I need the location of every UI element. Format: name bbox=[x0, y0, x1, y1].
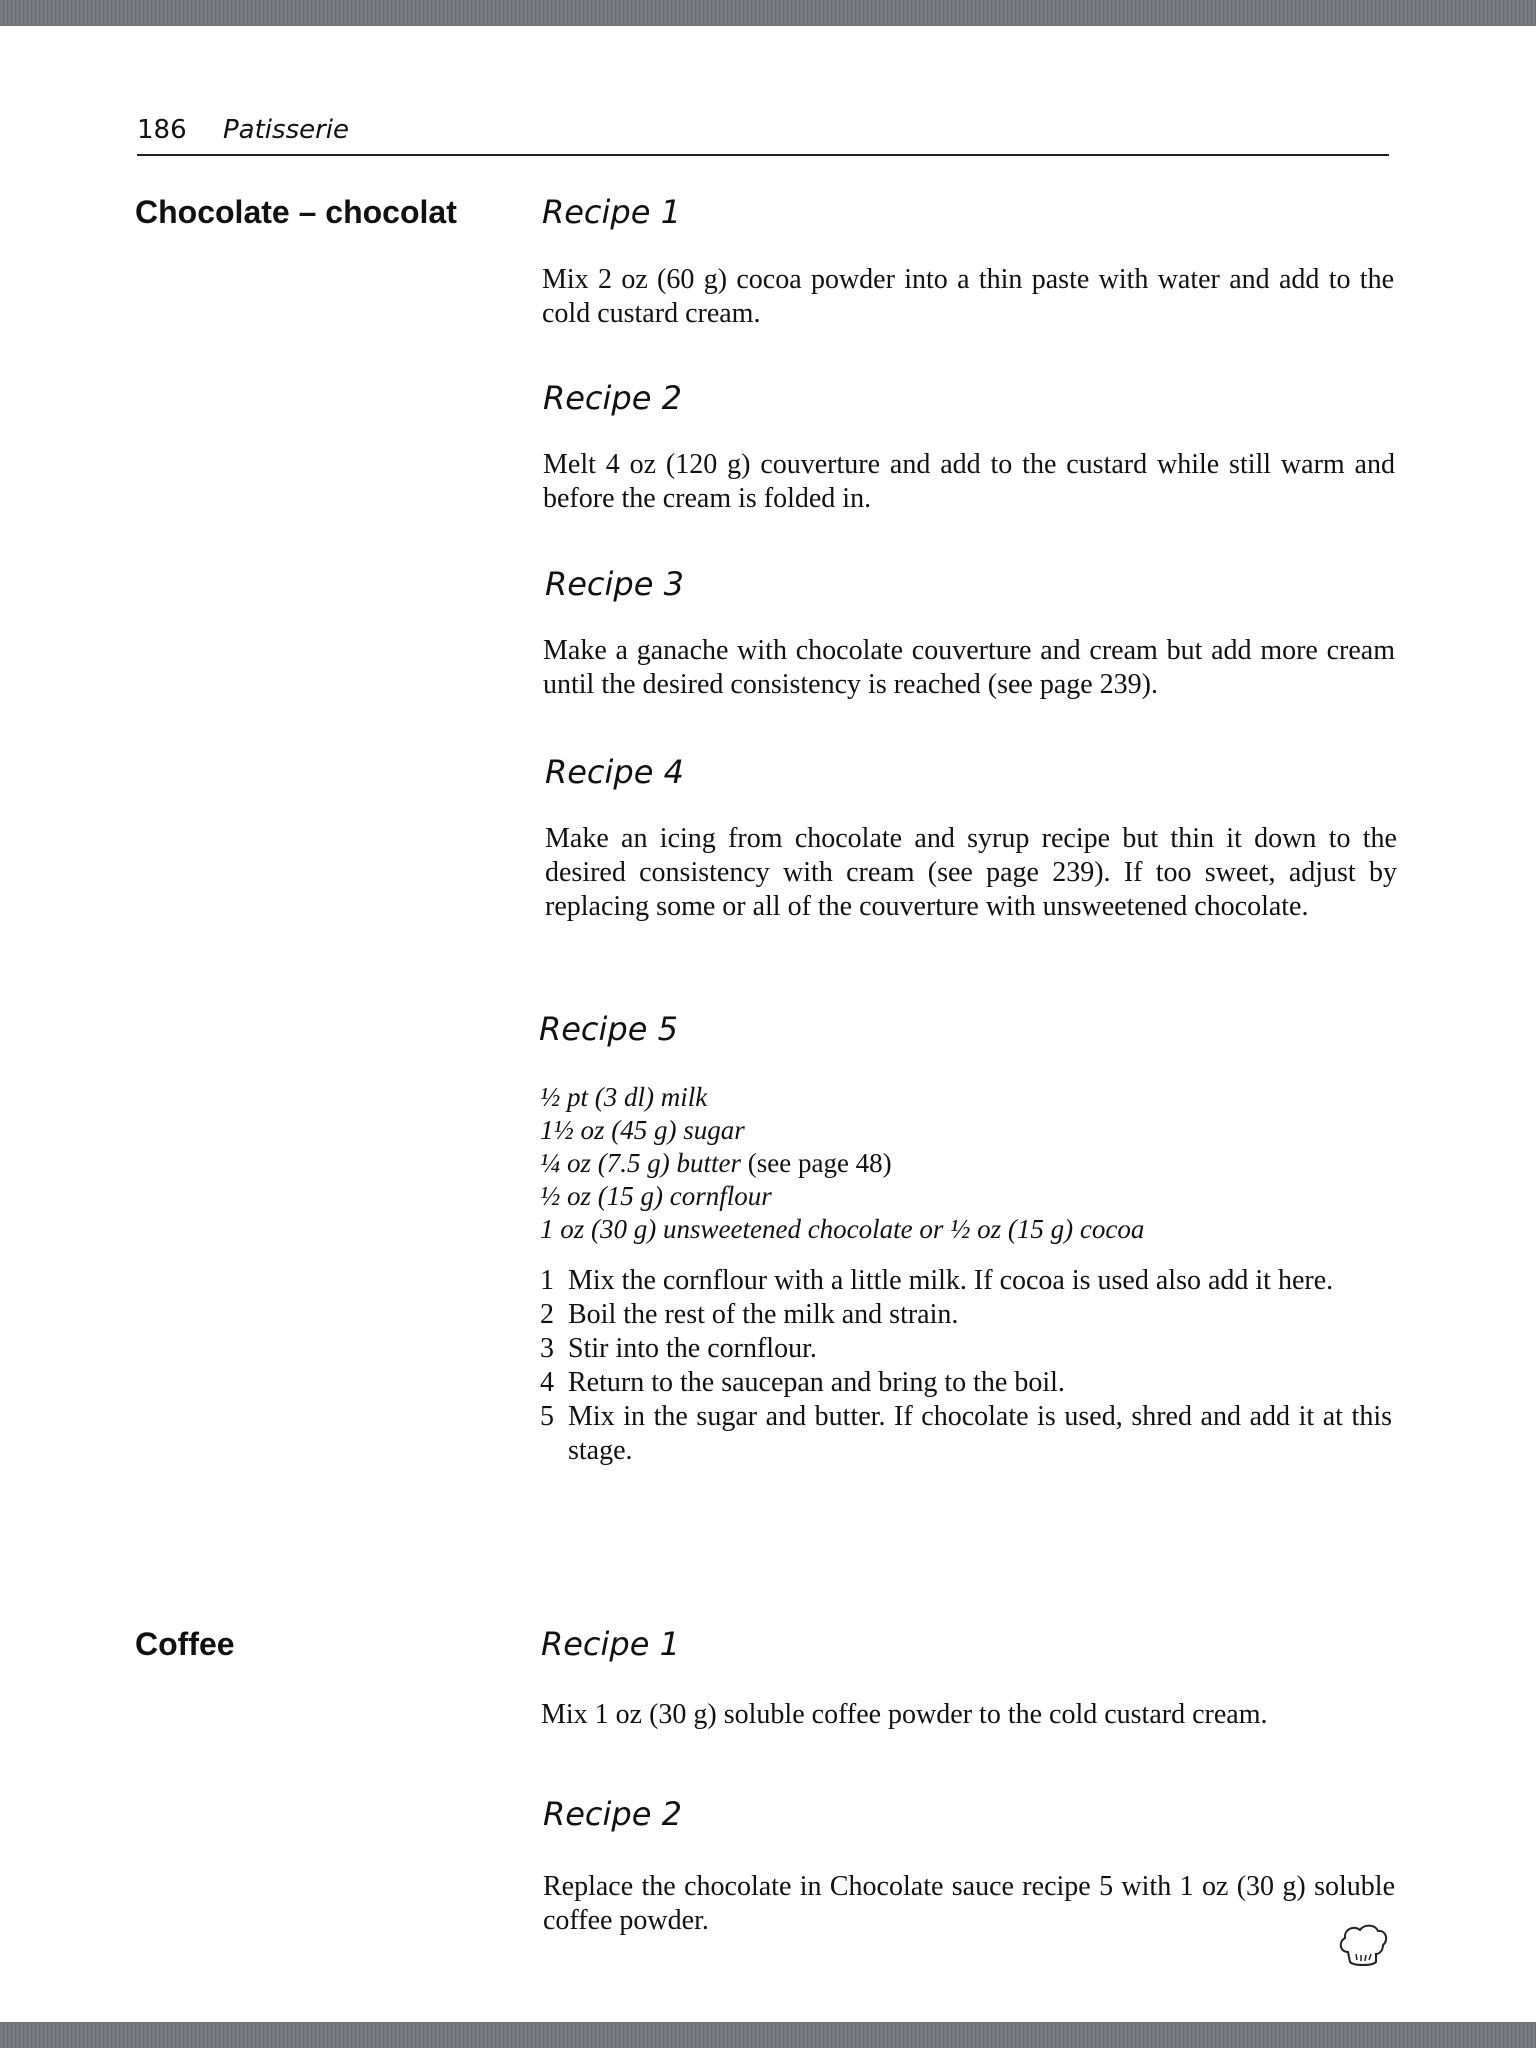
method-step bbox=[540, 1366, 1392, 1400]
step-number: 2 bbox=[540, 1299, 554, 1330]
recipe-text-chocolate-4: Make an icing from chocolate and syrup recipe but thin it down to the desired consistency with cream (see page 239). If too sweet, adjust by replacing some or all of the couverture with unsweetened chocolate. bbox=[545, 823, 1397, 922]
ingredient-name: sugar bbox=[683, 1115, 745, 1145]
recipe-heading-chocolate-4: Recipe 4 bbox=[545, 753, 684, 791]
scan-frame-top bbox=[0, 0, 1536, 26]
recipe-heading-coffee-1: Recipe 1 bbox=[541, 1625, 680, 1663]
method-step bbox=[540, 1400, 1392, 1468]
step-text: Mix the cornflour with a little milk. If cocoa is used also add it here. bbox=[568, 1265, 1334, 1296]
step-number: 4 bbox=[540, 1367, 554, 1398]
ingredient-quantity: ½ oz (15 g) bbox=[540, 1181, 663, 1211]
method-steps bbox=[540, 1264, 1392, 1468]
method-step bbox=[540, 1264, 1392, 1298]
ingredient-list bbox=[540, 1081, 1392, 1246]
scan-frame-bottom bbox=[0, 2022, 1536, 2048]
ingredient-name: milk bbox=[660, 1082, 708, 1112]
recipe-text-coffee-2: Replace the chocolate in Chocolate sauce recipe 5 with 1 oz (30 g) soluble coffee powder. bbox=[543, 1871, 1395, 1936]
chef-hat-icon bbox=[1336, 1922, 1390, 1972]
ingredient-quantity: 1½ oz (45 g) bbox=[540, 1115, 677, 1145]
ingredient-name: unsweetened chocolate or ½ oz (15 g) cocoa bbox=[663, 1214, 1145, 1244]
recipe-heading-chocolate-2: Recipe 2 bbox=[543, 379, 682, 417]
ingredient-line bbox=[540, 1213, 1392, 1246]
running-title: Patisserie bbox=[223, 115, 350, 145]
recipe-heading-chocolate-3: Recipe 3 bbox=[545, 565, 684, 603]
recipe-text-chocolate-3: Make a ganache with chocolate couverture and cream but add more cream until the desired consistency is reached (see page 239). bbox=[543, 635, 1395, 700]
ingredient-quantity: ¼ oz (7.5 g) bbox=[540, 1148, 670, 1178]
step-number: 3 bbox=[540, 1333, 554, 1364]
step-number: 1 bbox=[540, 1265, 554, 1296]
ingredient-name: cornflour bbox=[669, 1181, 772, 1211]
step-text: Mix in the sugar and butter. If chocolate is used, shred and add it at this stage. bbox=[568, 1401, 1392, 1466]
running-head bbox=[137, 114, 1389, 156]
section-title-chocolate: Chocolate – chocolat bbox=[135, 194, 457, 230]
step-text: Return to the saucepan and bring to the boil. bbox=[568, 1367, 1065, 1398]
recipe-text-chocolate-2: Melt 4 oz (120 g) couverture and add to the custard while still warm and before the cream is folded in. bbox=[543, 449, 1395, 514]
ingredient-line bbox=[540, 1147, 1392, 1180]
recipe-heading-chocolate-1: Recipe 1 bbox=[542, 193, 681, 231]
section-title-coffee: Coffee bbox=[135, 1626, 235, 1662]
ingredient-name: butter bbox=[676, 1148, 741, 1178]
method-step bbox=[540, 1332, 1392, 1366]
recipe-heading-coffee-2: Recipe 2 bbox=[543, 1795, 682, 1833]
method-step bbox=[540, 1298, 1392, 1332]
ingredient-quantity: ½ pt (3 dl) bbox=[540, 1082, 654, 1112]
ingredient-note: (see page 48) bbox=[747, 1148, 892, 1178]
ingredient-quantity: 1 oz (30 g) bbox=[540, 1214, 657, 1244]
step-number: 5 bbox=[540, 1401, 554, 1432]
ingredient-line bbox=[540, 1114, 1392, 1147]
step-text: Stir into the cornflour. bbox=[568, 1333, 817, 1364]
recipe-text-coffee-1: Mix 1 oz (30 g) soluble coffee powder to the cold custard cream. bbox=[541, 1699, 1268, 1730]
page-number: 186 bbox=[137, 115, 187, 145]
recipe-text-chocolate-1: Mix 2 oz (60 g) cocoa powder into a thin paste with water and add to the cold custard cream. bbox=[542, 264, 1394, 329]
ingredient-line bbox=[540, 1081, 1392, 1114]
step-text: Boil the rest of the milk and strain. bbox=[568, 1299, 959, 1330]
recipe-heading-chocolate-5: Recipe 5 bbox=[539, 1010, 678, 1048]
ingredient-line bbox=[540, 1180, 1392, 1213]
